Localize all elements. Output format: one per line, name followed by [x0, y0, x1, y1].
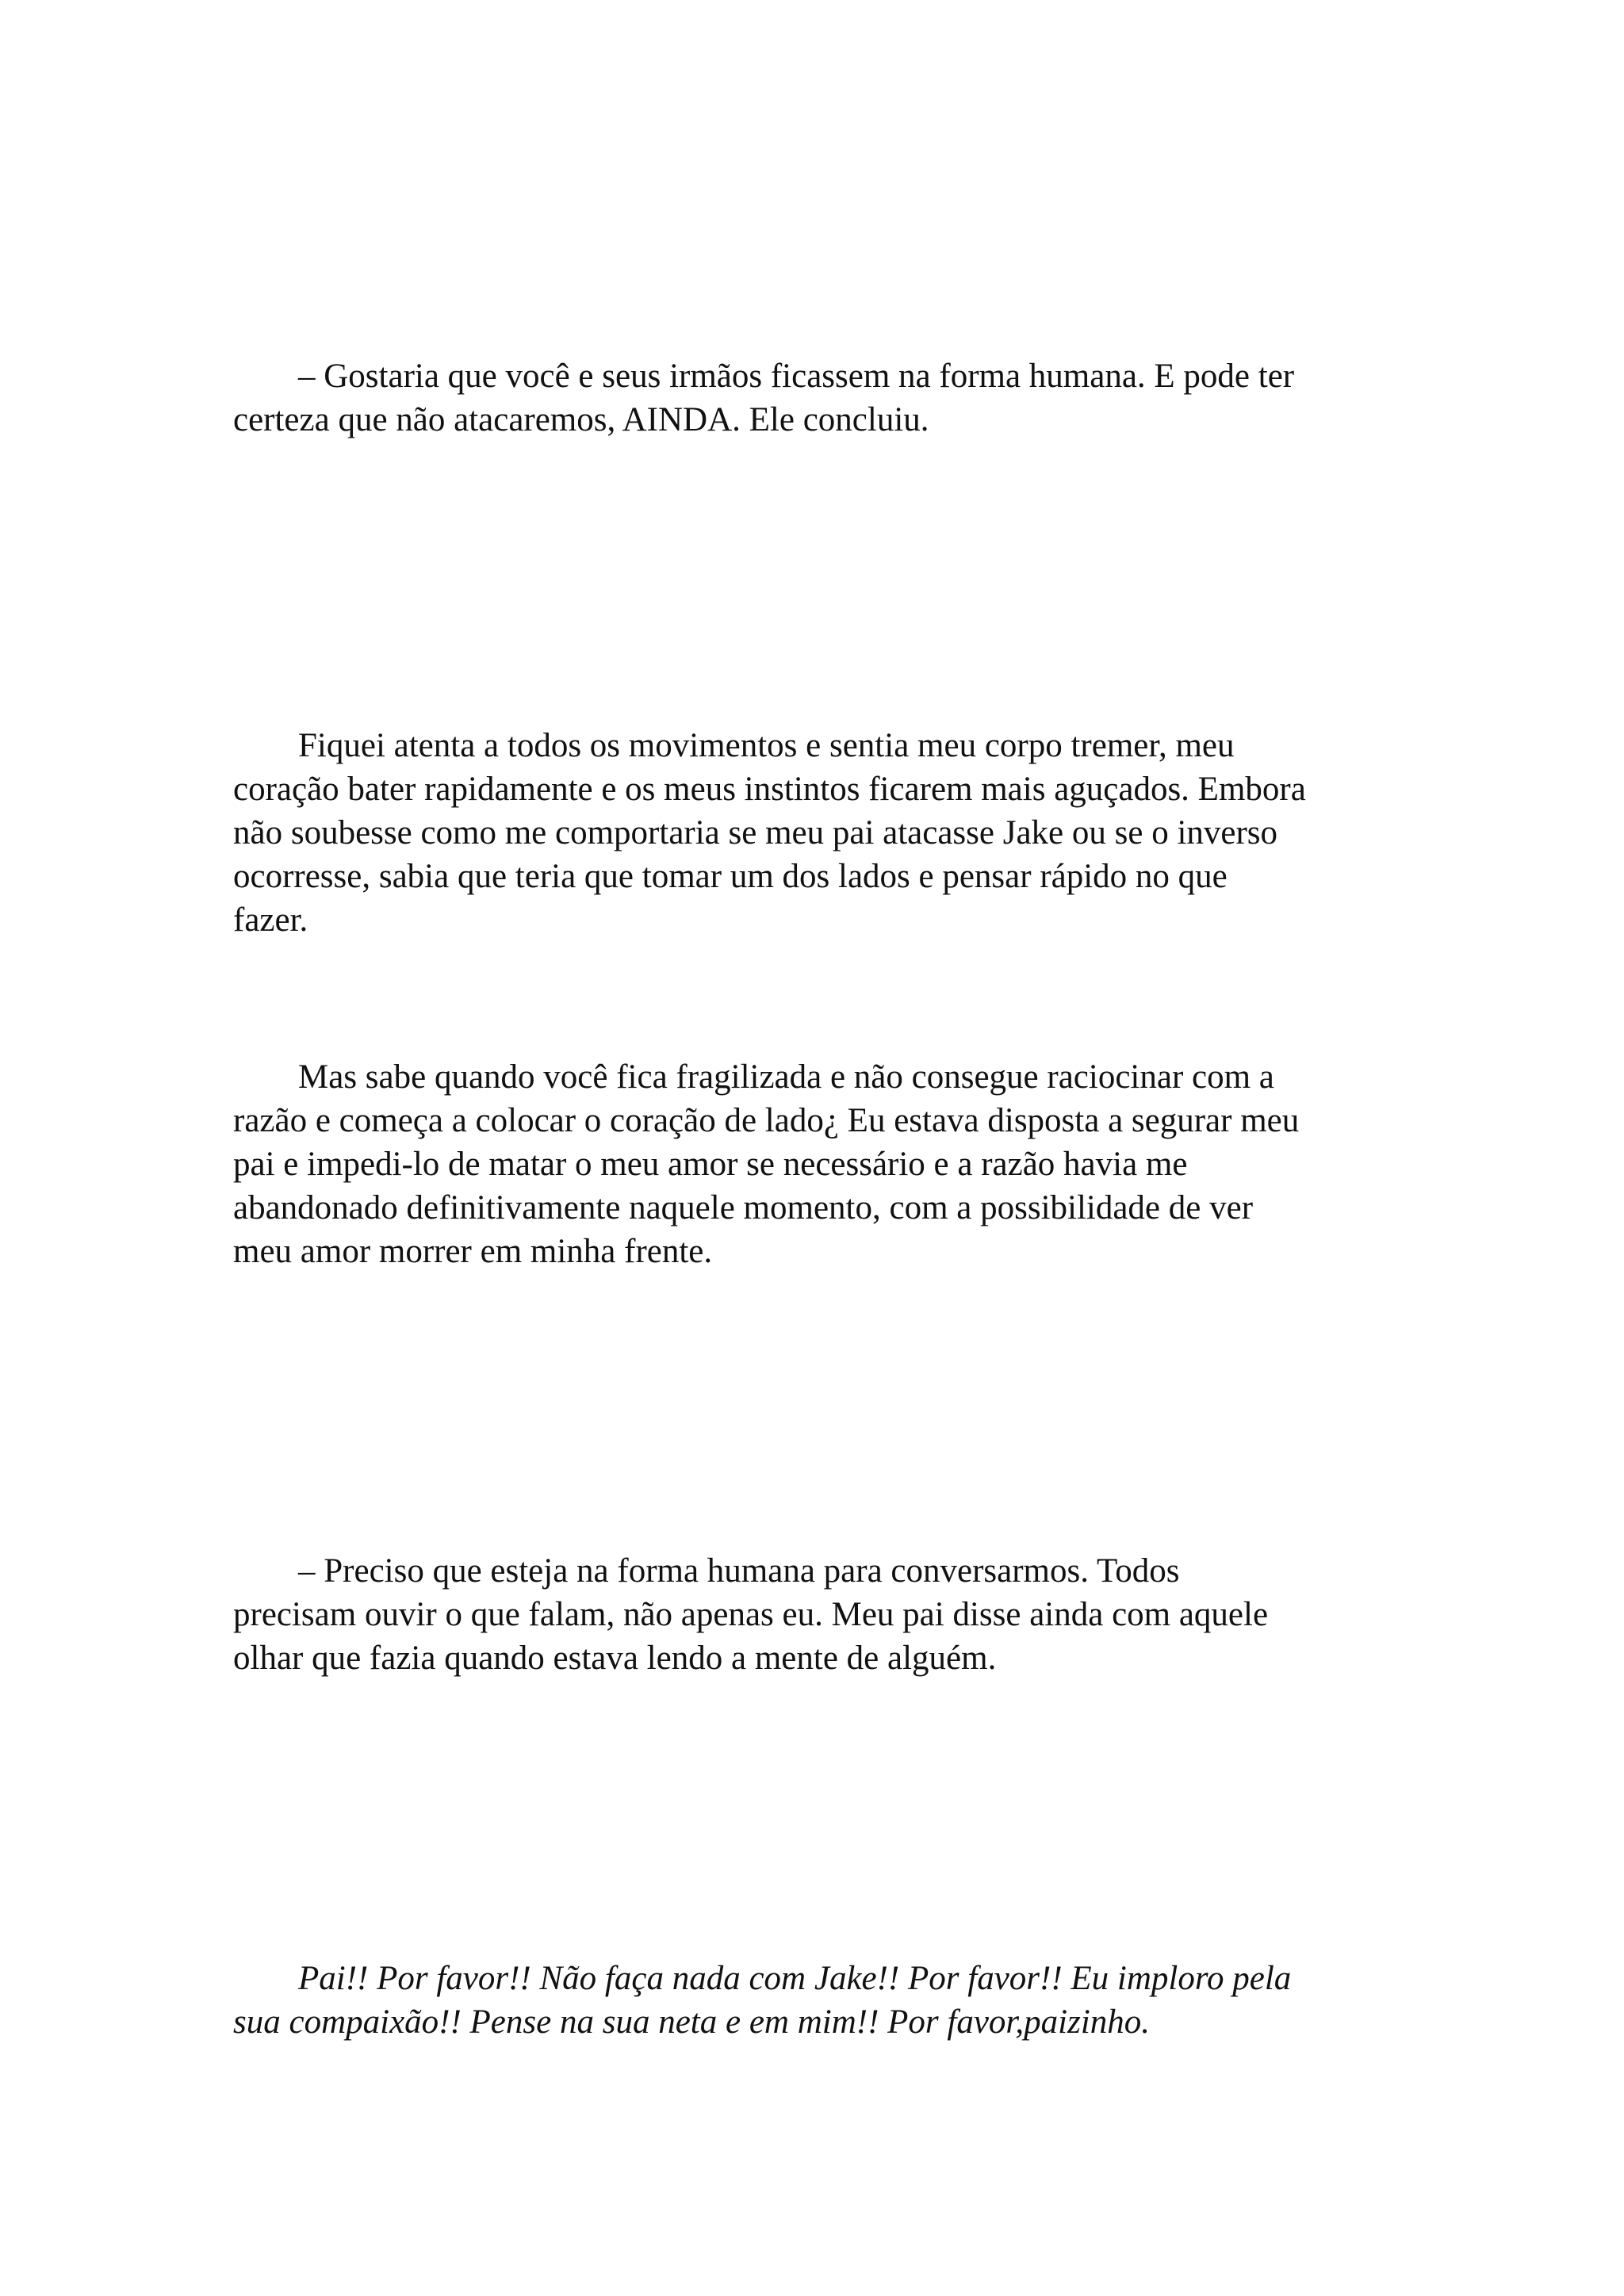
paragraph-5-italic — [233, 1957, 1391, 2044]
paragraph-line: abandonado definitivamente naquele momento, com a possibilidade de ver — [233, 1189, 1254, 1226]
paragraph-line: não soubesse como me comportaria se meu pai atacasse Jake ou se o inverso — [233, 814, 1278, 851]
paragraph-4 — [233, 1549, 1391, 1680]
paragraph-3 — [233, 1055, 1391, 1273]
paragraph-line: fazer. — [233, 901, 308, 939]
paragraph-line: Pai!! Por favor!! Não faça nada com Jake!! Por favor!! Eu imploro pela — [298, 1960, 1292, 1997]
paragraph-line: precisam ouvir o que falam, não apenas eu. Meu pai disse ainda com aquele — [233, 1596, 1269, 1633]
paragraph-line: ocorresse, sabia que teria que tomar um dos lados e pensar rápido no que — [233, 858, 1228, 895]
paragraph-line: coração bater rapidamente e os meus instintos ficarem mais aguçados. Embora — [233, 771, 1306, 808]
paragraph-line: sua compaixão!! Pense na sua neta e em mim!! Por favor,paizinho. — [233, 2003, 1151, 2041]
paragraph-line: razão e começa a colocar o coração de lado¿ Eu estava disposta a segurar meu — [233, 1102, 1300, 1139]
paragraph-2 — [233, 724, 1391, 942]
paragraph-1 — [233, 354, 1391, 442]
paragraph-line: – Preciso que esteja na forma humana para conversarmos. Todos — [298, 1552, 1180, 1590]
paragraph-line: meu amor morrer em minha frente. — [233, 1233, 713, 1270]
paragraph-line: Mas sabe quando você fica fragilizada e não consegue raciocinar com a — [298, 1058, 1274, 1096]
paragraph-line: – Gostaria que você e seus irmãos ficassem na forma humana. E pode ter — [298, 358, 1295, 395]
paragraph-line: certeza que não atacaremos, AINDA. Ele concluiu. — [233, 401, 929, 438]
paragraph-line: pai e impedi-lo de matar o meu amor se necessário e a razão havia me — [233, 1146, 1188, 1183]
paragraph-line: Fiquei atenta a todos os movimentos e sentia meu corpo tremer, meu — [298, 727, 1235, 764]
paragraph-line: olhar que fazia quando estava lendo a mente de alguém. — [233, 1640, 997, 1677]
